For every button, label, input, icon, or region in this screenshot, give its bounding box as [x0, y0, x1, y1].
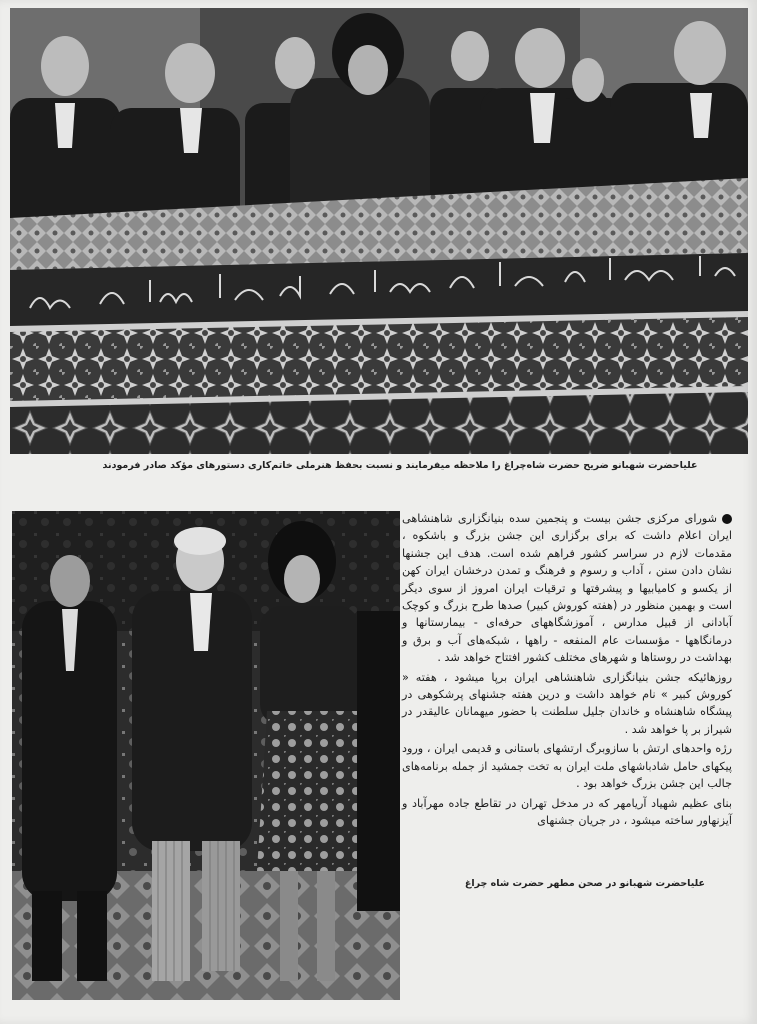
article-text: [402, 510, 732, 831]
courtyard-photo: [12, 511, 400, 1000]
article-paragraph: رژه واحدهای ارتش با سازوبرگ ارتشهای باستانی و قدیمی ایران ، ورود پیکهای حامل شادباشهای ملت ایران به تخت جمشید از جمله برنامه‌های جالب این جشن بزرگ خواهد بود .: [402, 742, 732, 791]
shrine-visit-photo: [10, 8, 748, 454]
article-paragraph: روزهائیکه جشن بنیانگزاری شاهنشاهی ایران برپا میشود ، هفته « کوروش کبیر » نام خواهد داشت و درین هفته جشنهای پرشکوهی در پیشگاه شاهنشاه و خاندان جلیل سلطنت با حضور میهمانان عالیقدر در شیراز بر پا خواهد شد .: [402, 670, 732, 736]
article-paragraph: شورای مرکزی جشن بیست و پنجمین سده بنیانگزاری شاهنشاهی ایران اعلام داشت که برای برگزاری این جشن بزرگ و باشکوه ، مقدمات لازم در سراسر کشور فراهم شده است. هدف این جشنها نشان دادن سنن ، آداب و رسوم و فرهنگ و تمدن درخشان ایران کهن از یکسو و کامیابیها و پیشرفتها و ترقیات ایران امروز از سوی دیگر است و بهمین منظور در (هفته کوروش کبیر) صدها طرح بزرگ و کوچک آبادانی از قبیل مدارس ، آموزشگاههای حرفه‌ای - بیمارستانها و درمانگاهها - مؤسسات عام المنفعه - راهها ، شبکه‌های آب و برق و بهداشت در روستاها و شهرهای مختلف کشور افتتاح خواهد شد .: [402, 512, 732, 665]
article-paragraph: بنای عظیم شهیاد آریامهر که در مدخل تهران در تقاطع جاده مهرآباد و آیزنهاور ساخته میشود ، در جریان جشنهای: [402, 796, 732, 827]
bottom-photo-caption: علیاحضرت شهبانو در صحن مطهر حضرت شاه چراغ: [464, 878, 705, 889]
top-photo-caption: علیاحضرت شهبانو ضریح حضرت شاه‌چراغ را ملاحظه میفرمایند و نسبت بحفظ هنرملی خاتم‌کاری دستورهای مؤکد صادر فرمودند: [102, 460, 698, 471]
bullet-icon: [722, 514, 732, 524]
